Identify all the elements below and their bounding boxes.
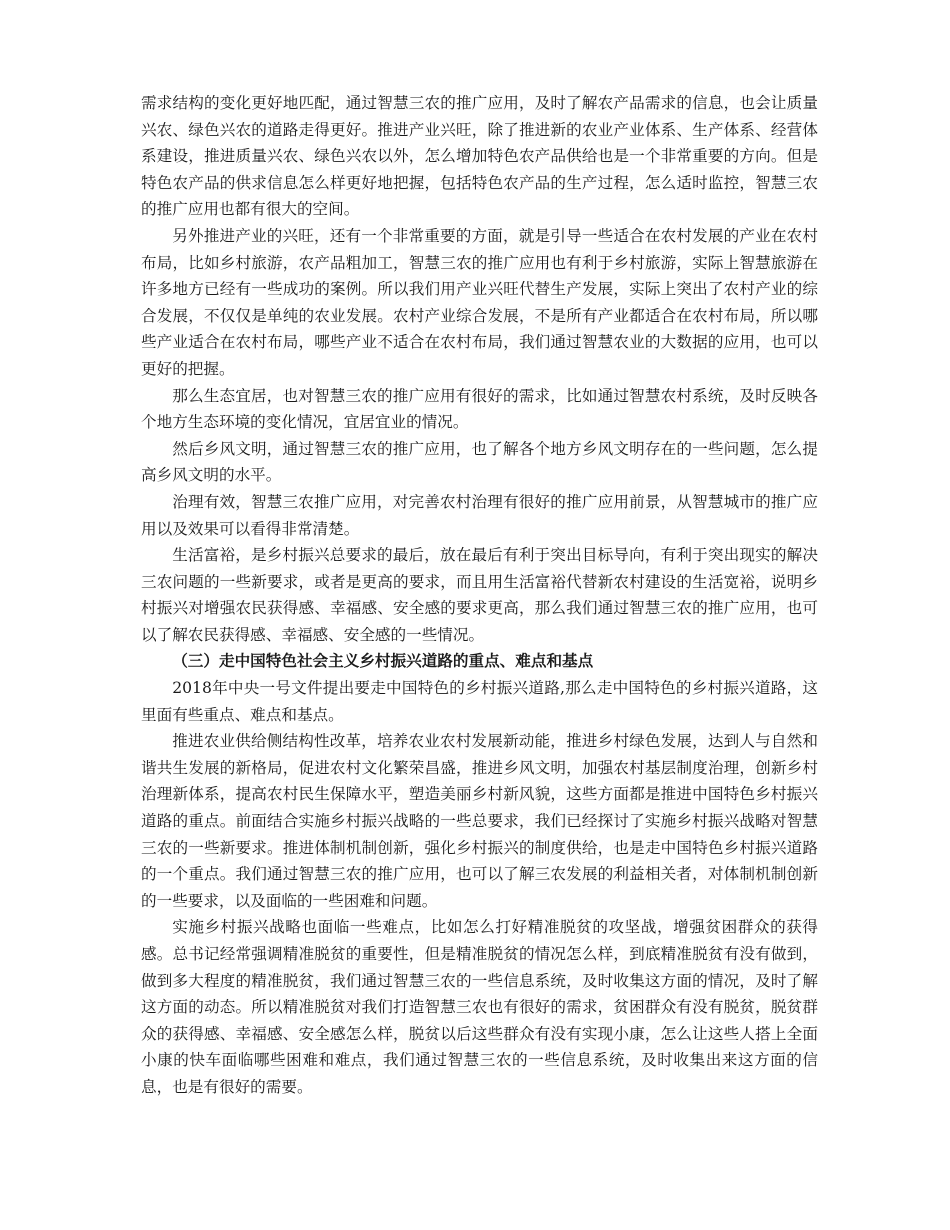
paragraph-difficulties: 实施乡村振兴战略也面临一些难点，比如怎么打好精准脱贫的攻坚战，增强贫困群众的获得感。总书记经常强调精准脱贫的重要性，但是精准脱贫的情况怎么样，到底精准脱贫有没有做到，做到多大程度的精准脱贫，我们通过智慧三农的一些信息系统，及时收集这方面的情况，及时了解这方面的动态。所以精准脱贫对我们打造智慧三农也有很好的需求，贫困群众有没有脱贫，脱贫群众的获得感、幸福感、安全感怎么样，脱贫以后这些群众有没有实现小康，怎么让这些人搭上全面小康的快车面临哪些困难和难点，我们通过智慧三农的一些信息系统，及时收集出来这方面的信息，也是有很好的需要。: [141, 918, 818, 1096]
paragraph-key-points: 推进农业供给侧结构性改革，培养农业农村发展新动能，推进乡村绿色发展，达到人与自然和谐共生发展的新格局，促进农村文化繁荣昌盛，推进乡风文明，加强农村基层制度治理，创新乡村治理新体系，提高农村民生保障水平，塑造美丽乡村新风貌，这些方面都是推进中国特色乡村振兴道路的重点。前面结合实施乡村振兴战略的一些总要求，我们已经探讨了实施乡村振兴战略对智慧三农的一些新要求。推进体制机制创新，强化乡村振兴的制度供给，也是走中国特色乡村振兴道路的一个重点。我们通过智慧三农的推广应用，也可以了解三农发展的利益相关者，对体制机制创新的一些要求，以及面临的一些困难和问题。: [141, 732, 818, 910]
section-heading: （三）走中国特色社会主义乡村振兴道路的重点、难点和基点: [172, 651, 594, 671]
paragraph-rural-civility: 然后乡风文明，通过智慧三农的推广应用，也了解各个地方乡风文明存在的一些问题，怎么提高乡风文明的水平。: [141, 439, 818, 485]
paragraph-effective-governance: 治理有效，智慧三农推广应用，对完善农村治理有很好的推广应用前景，从智慧城市的推广应用以及效果可以看得非常清楚。: [141, 492, 818, 538]
paragraph-continued: 需求结构的变化更好地匹配，通过智慧三农的推广应用，及时了解农产品需求的信息，也会让质量兴农、绿色兴农的道路走得更好。推进产业兴旺，除了推进新的农业产业体系、生产体系、经营体系建设，推进质量兴农、绿色兴农以外，怎么增加特色农产品供给也是一个非常重要的方向。但是特色农产品的供求信息怎么样更好地把握，包括特色农产品的生产过程，怎么适时监控，智慧三农的推广应用也都有很大的空间。: [141, 94, 818, 219]
document-page: [141, 90, 818, 1101]
paragraph-ecological-livability: 那么生态宜居，也对智慧三农的推广应用有很好的需求，比如通过智慧农村系统，及时反映各个地方生态环境的变化情况，宜居宜业的情况。: [141, 386, 818, 432]
paragraph-industry-prosperity: 另外推进产业的兴旺，还有一个非常重要的方面，就是引导一些适合在农村发展的产业在农村布局，比如乡村旅游，农产品粗加工，智慧三农的推广应用也有利于乡村旅游，实际上智慧旅游在许多地方已经有一些成功的案例。所以我们用产业兴旺代替生产发展，实际上突出了农村产业的综合发展，不仅仅是单纯的农业发展。农村产业综合发展，不是所有产业都适合在农村布局，所以哪些产业适合在农村布局，哪些产业不适合在农村布局，我们通过智慧农业的大数据的应用，也可以更好的把握。: [141, 226, 818, 378]
paragraph-no1-document: 2018年中央一号文件提出要走中国特色的乡村振兴道路,那么走中国特色的乡村振兴道路，这里面有些重点、难点和基点。: [141, 679, 818, 724]
paragraph-affluent-life: 生活富裕，是乡村振兴总要求的最后，放在最后有利于突出目标导向，有利于突出现实的解决三农问题的一些新要求，或者是更高的要求，而且用生活富裕代替新农村建设的生活宽裕，说明乡村振兴对增强农民获得感、幸福感、安全感的要求更高，那么我们通过智慧三农的推广应用，也可以了解农民获得感、幸福感、安全感的一些情况。: [141, 546, 818, 644]
